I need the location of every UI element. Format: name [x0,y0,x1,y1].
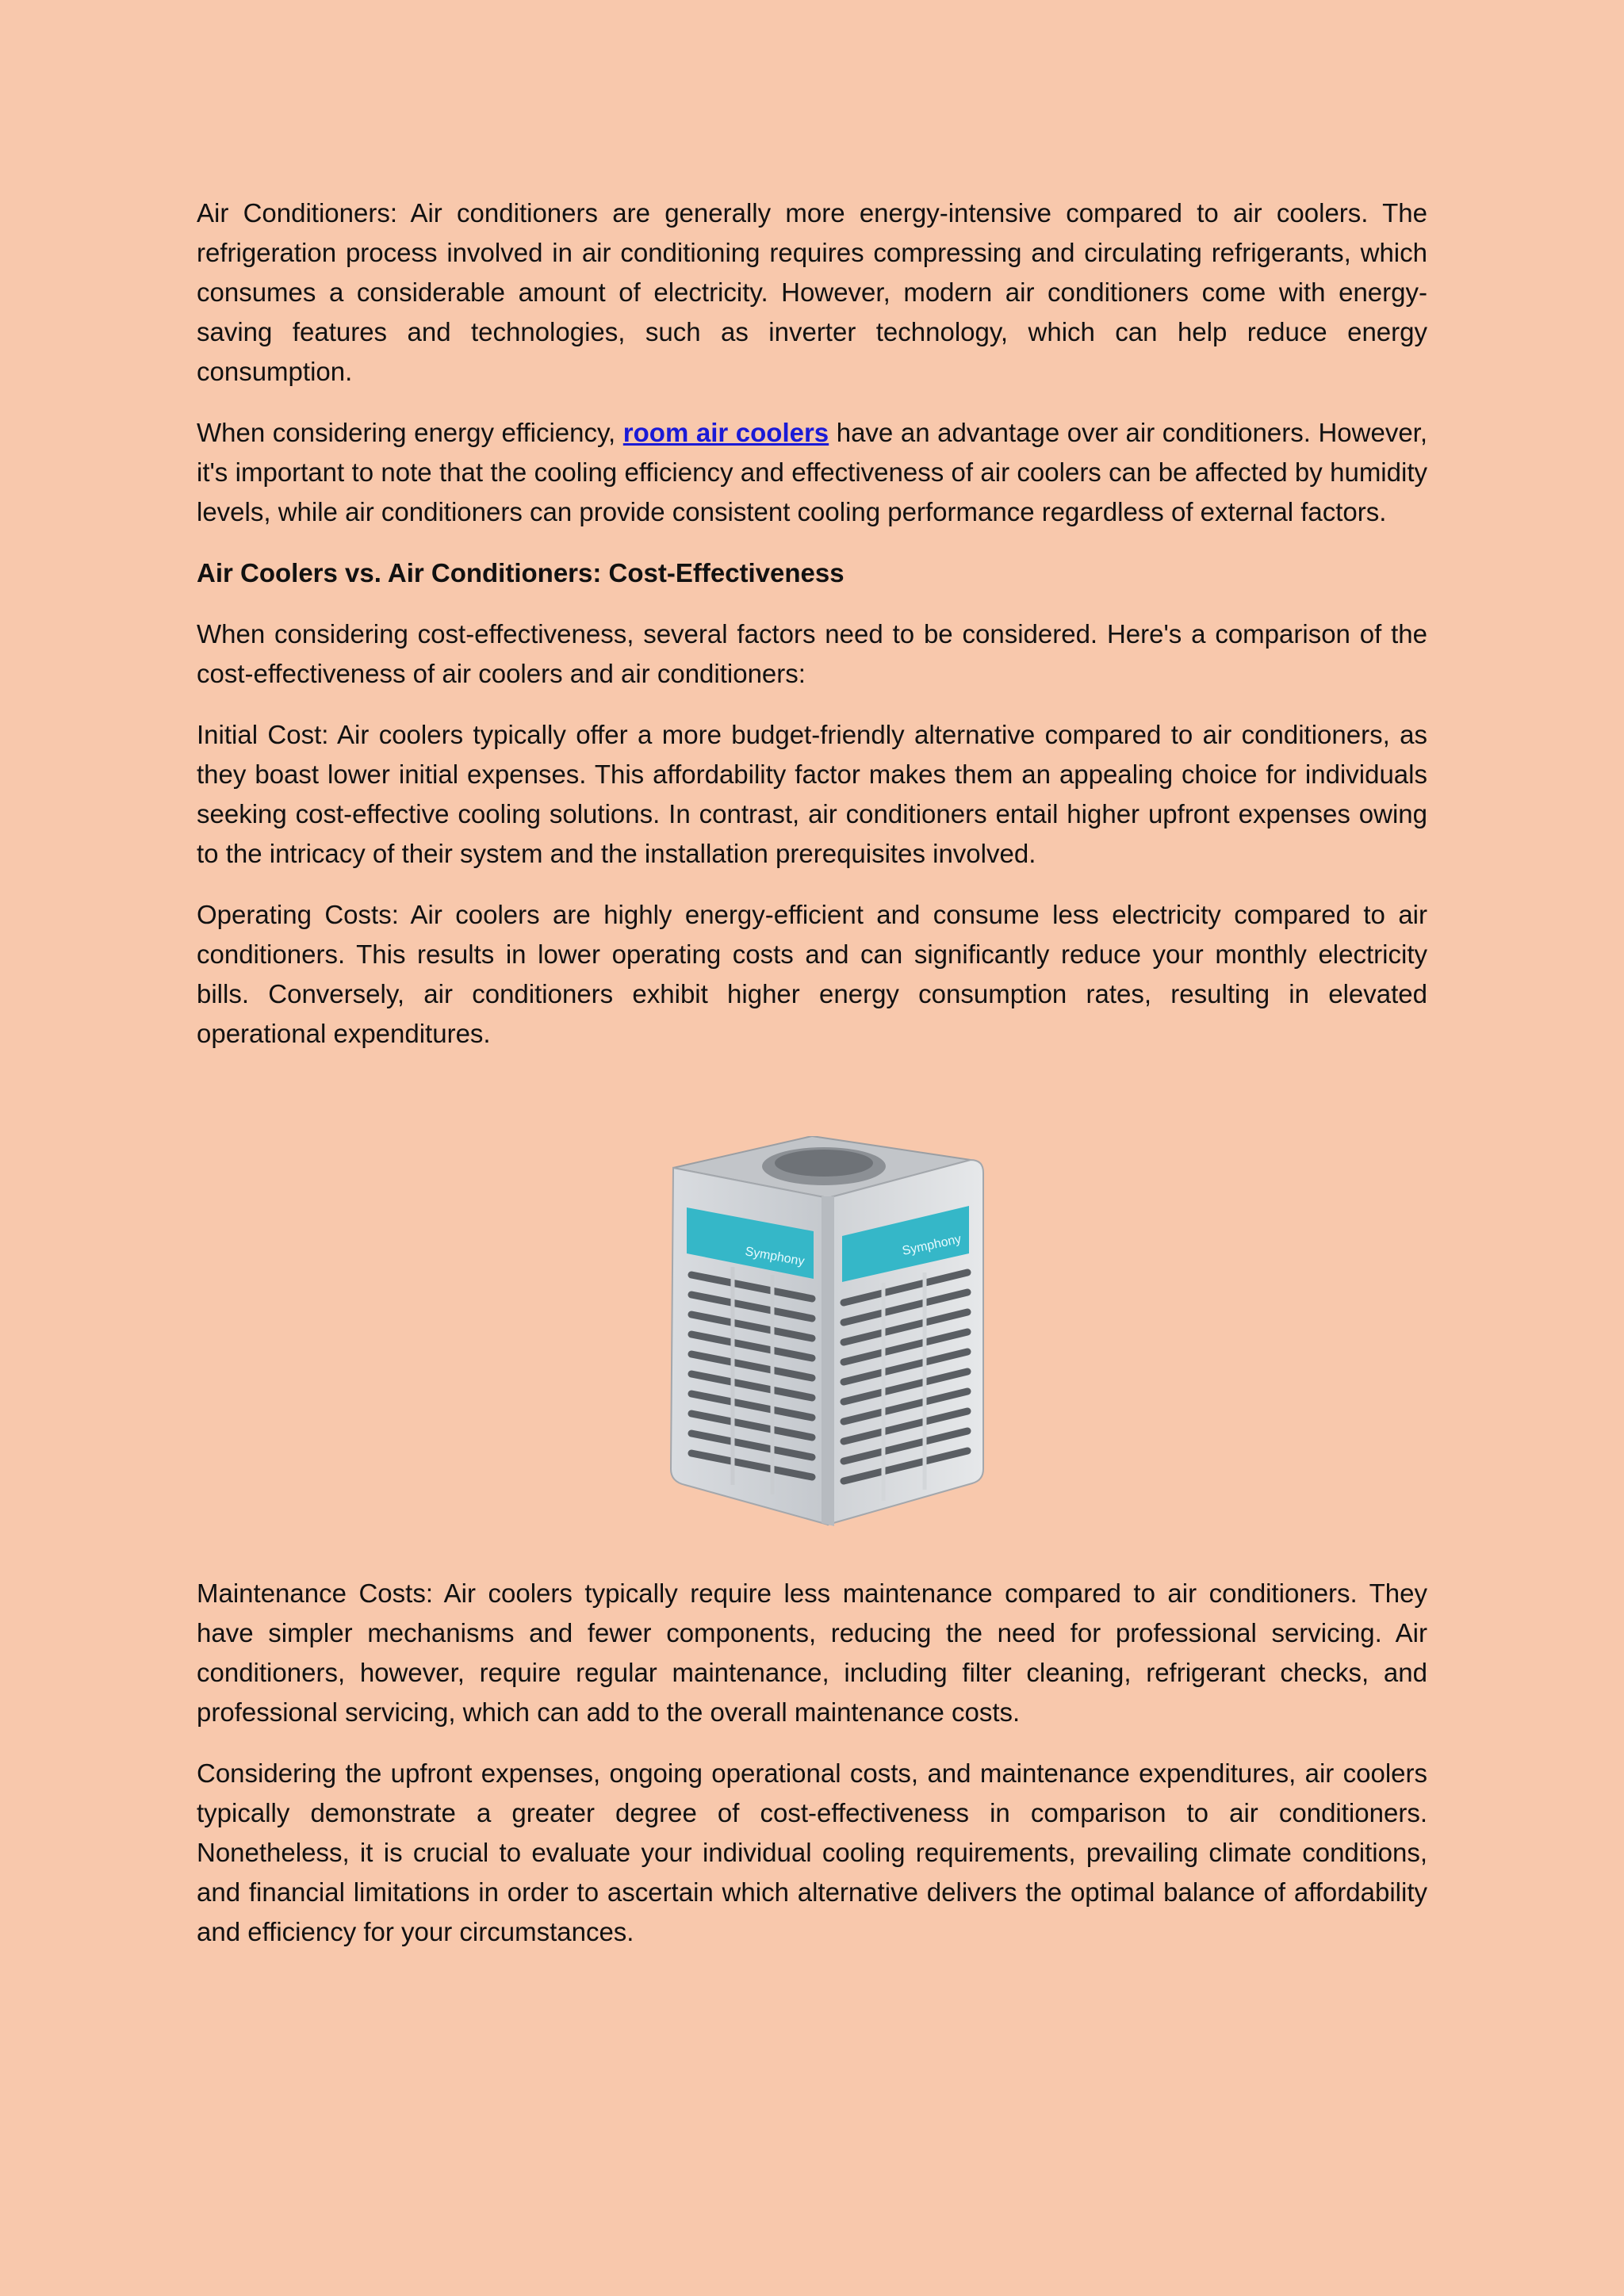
paragraph-text: When considering energy efficiency, [197,418,623,447]
paragraph-text: have an advantage over air conditioners. However, it's important to note that the cooling efficiency and effectiveness of air coolers can be affected by humidity levels, while air conditioners can provide consistent cooling performance regardless of external factors. [197,418,1428,526]
brand-logo-text: Symphony [901,1232,963,1258]
section-heading: Air Coolers vs. Air Conditioners: Cost-Effectiveness [197,558,845,587]
document-page [197,193,1427,1973]
paragraph-initial-cost: Initial Cost: Air coolers typically offer a more budget-friendly alternative compared to air conditioners, as they boast lower initial expenses. This affordability factor makes them an appealing choice for individuals seeking cost-effective cooling solutions. In contrast, air conditioners entail higher upfront expenses owing to the intricacy of their system and the installation prerequisites involved. [197,720,1427,868]
paragraph-operating-costs: Operating Costs: Air coolers are highly energy-efficient and consume less electricity compared to air conditioners. This results in lower operating costs and can significantly reduce your monthly electricity bills. Conversely, air conditioners exhibit higher energy consumption rates, resulting in elevated operational expenditures. [197,900,1427,1048]
paragraph-maintenance-costs: Maintenance Costs: Air coolers typically require less maintenance compared to air conditioners. They have simpler mechanisms and fewer components, reducing the need for professional servicing. Air conditioners, however, require regular maintenance, including filter cleaning, refrigerant checks, and professional servicing, which can add to the overall maintenance costs. [197,1578,1427,1727]
paragraph-cost-intro: When considering cost-effectiveness, several factors need to be considered. Here's a comparison of the cost-effectiveness of air coolers and air conditioners: [197,619,1427,688]
air-cooler-figure [197,1136,1427,1533]
air-cooler-image [598,1136,1026,1533]
paragraph-conclusion: Considering the upfront expenses, ongoing operational costs, and maintenance expenditures, air coolers typically demonstrate a greater degree of cost-effectiveness in comparison to air conditioners. Nonetheless, it is crucial to evaluate your individual cooling requirements, prevailing climate conditions, and financial limitations in order to ascertain which alternative delivers the optimal balance of affordability and efficiency for your circumstances. [197,1758,1427,1946]
paragraph-energy-efficiency [197,413,1427,532]
brand-logo-text: Symphony [744,1245,806,1269]
room-air-coolers-link[interactable]: room air coolers [622,418,829,447]
paragraph-air-conditioners: Air Conditioners: Air conditioners are generally more energy-intensive compared to air coolers. The refrigeration process involved in air conditioning requires compressing and circulating refrigerants, which consumes a considerable amount of electricity. However, modern air conditioners come with energy-saving features and technologies, such as inverter technology, which can help reduce energy consumption. [197,198,1427,386]
